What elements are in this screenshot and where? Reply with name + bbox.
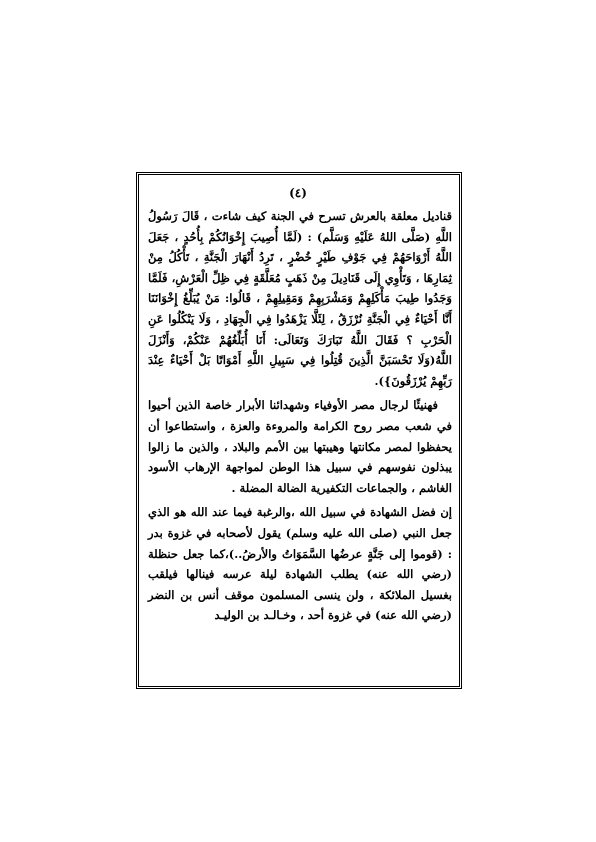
paragraph-martyrs-of-egypt: فهنيئًا لرجال مصر الأوفياء وشهدائنا الأبرار خاصة الذين أحيوا في شعب مصر روح الكرامة والمروءة والعزة ، واستطاعوا أن يحفظوا لمصر مكانتها وهيبتها بين الأمم والبلاد ، والذين ما زالوا يبذلون نفوسهم في سبيل هذا الوطن لمواجهة الإرهاب الأسود الغاشم ، والجماعات التكفيرية الضالة المضلة .	[148, 398, 452, 495]
paragraph-hadith: قناديل معلقة بالعرش تسرح في الجنة كيف شاءت ، قَالَ رَسُولُ اللَّهِ (صَلَّى اللهُ عَلَيْهِ وَسَلَّم) : (لَمَّا أُصِيبَ إِخْوَانُكُمْ بِأُحُدٍ ، جَعَلَ اللَّهُ أَرْوَاحَهُمْ فِي جَوْفِ طَيْرٍ خُضْرٍ ، تَرِدُ أَنْهَارَ الْجَنَّةِ ، تَأْكُلُ مِنْ ثِمَارِهَا ، وَتَأْوِي إِلَى قَنَادِيلَ مِنْ ذَهَبٍ مُعَلَّقَةٍ فِي ظِلِّ الْعَرْشِ، فَلَمَّا وَجَدُوا طِيبَ مَأْكَلِهِمْ وَمَشْرَبِهِمْ وَمَقِيلِهِمْ ، قَالُوا: مَنْ يُبَلِّغُ إِخْوَانَنَا أَنَّا أَحْيَاءٌ فِي الْجَنَّةِ نُرْزَقُ ، لِئَلَّا يَزْهَدُوا فِي الْجِهَادِ ، وَلَا يَنْكُلُوا عَنِ الْحَرْبِ ؟ فَقَالَ اللَّهُ تَبَارَكَ وَتَعَالَى: أَنَا أُبَلِّغُهُمْ عَنْكُمْ، وَأَنْزَلَ اللَّهُ(وَلَا تَحْسَبَنَّ الَّذِينَ قُتِلُوا فِي سَبِيلِ اللَّهِ أَمْوَاتًا بَلْ أَحْيَاءٌ عِنْدَ رَبِّهِمْ يُرْزَقُونَ}).	[148, 209, 452, 388]
paragraph-virtue-of-martyrdom: إن فضل الشهادة في سبيل الله ،والرغبة فيما عند الله هو الذي جعل النبي (صلى الله عليه وسلم) يقول لأصحابه في غزوة بدر : (قوموا إلى جَنَّةٍ عرضُها السَّمَوَاتُ والأرضُ..)،كما جعل حنظلة (رضي الله عنه) يطلب الشهادة ليلة عرسه فينالها فيلقب بغسيل الملائكة ، ولن ينسى المسلمون موقف أنس بن النضر (رضي الله عنه) في غزوة أحد ، وخـالـد بن الوليـد	[148, 505, 452, 623]
page-body	[148, 206, 452, 626]
page-number: (٤)	[289, 186, 307, 200]
